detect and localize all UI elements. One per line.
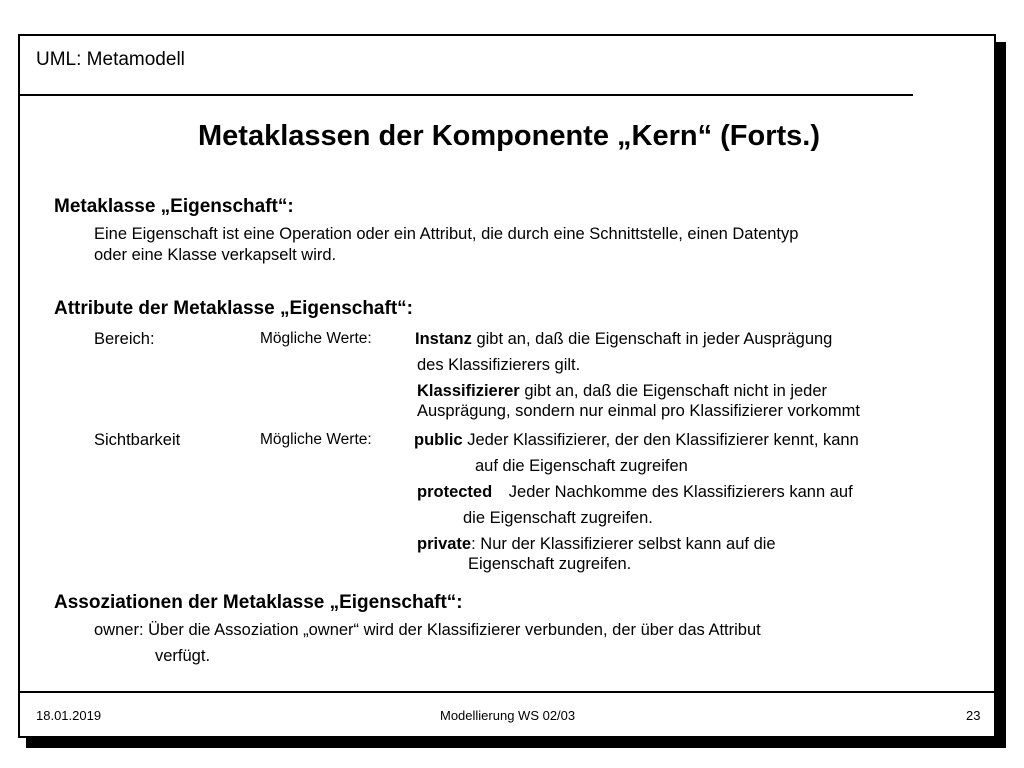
bereich-klassifizierer <box>417 382 827 401</box>
protected-term: protected <box>417 483 493 501</box>
sichtbarkeit-private: private: Nur der Klassifizierer selbst kann auf die <box>417 535 776 553</box>
sichtbarkeit-label: Sichtbarkeit <box>94 431 181 449</box>
sichtbarkeit-public <box>414 431 859 450</box>
sichtbarkeit-protected <box>417 483 853 502</box>
section-heading-attribute: Attribute der Metaklasse „Eigenschaft“: <box>54 298 413 319</box>
bereich-label: Bereich: <box>94 330 155 348</box>
klassifizierer-continuation: Ausprägung, sondern nur einmal pro Klassifizierer vorkommt <box>417 402 860 420</box>
protected-continuation: die Eigenschaft zugreifen. <box>463 509 653 527</box>
sichtbarkeit-values-label: Mögliche Werte: <box>260 431 372 448</box>
protected-text: Jeder Nachkomme des Klassifizierers kann auf <box>508 483 853 501</box>
instanz-continuation: des Klassifizierers gilt. <box>417 356 581 374</box>
header-title: UML: Metamodell <box>36 49 185 70</box>
private-text: Nur der Klassifizierer selbst kann auf die <box>480 535 776 553</box>
instanz-term: Instanz <box>415 330 472 348</box>
private-continuation: Eigenschaft zugreifen. <box>468 555 632 573</box>
footer-date: 18.01.2019 <box>36 708 102 723</box>
bereich-instanz <box>415 330 832 349</box>
public-text: Jeder Klassifizierer, der den Klassifizierer kennt, kann <box>467 431 859 449</box>
public-term: public <box>414 431 463 449</box>
section-heading-metaklasse: Metaklasse „Eigenschaft“: <box>54 196 294 217</box>
footer-course: Modellierung WS 02/03 <box>440 708 576 723</box>
header-divider <box>20 94 913 96</box>
section-heading-assoziationen: Assoziationen der Metaklasse „Eigenschaft“: <box>54 592 463 613</box>
section1-line2: oder eine Klasse verkapselt wird. <box>94 246 337 264</box>
bereich-values-label: Mögliche Werte: <box>260 330 372 347</box>
klassifizierer-term: Klassifizierer <box>417 382 520 400</box>
section1-line1: Eine Eigenschaft ist eine Operation oder ein Attribut, die durch eine Schnittstelle, einen Datentyp <box>94 225 799 243</box>
instanz-text: gibt an, daß die Eigenschaft in jeder Ausprägung <box>476 330 833 348</box>
section3-line1: owner: Über die Assoziation „owner“ wird der Klassifizierer verbunden, der über das Attribut <box>94 621 761 639</box>
footer-divider <box>20 691 994 693</box>
footer-page-number: 23 <box>966 708 981 723</box>
public-continuation: auf die Eigenschaft zugreifen <box>475 457 688 475</box>
section3-line2: verfügt. <box>155 647 211 665</box>
slide <box>18 34 996 738</box>
slide-title: Metaklassen der Komponente „Kern“ (Forts.) <box>198 120 820 152</box>
private-term: private <box>417 535 472 553</box>
klassifizierer-text: gibt an, daß die Eigenschaft nicht in jeder <box>524 382 828 400</box>
